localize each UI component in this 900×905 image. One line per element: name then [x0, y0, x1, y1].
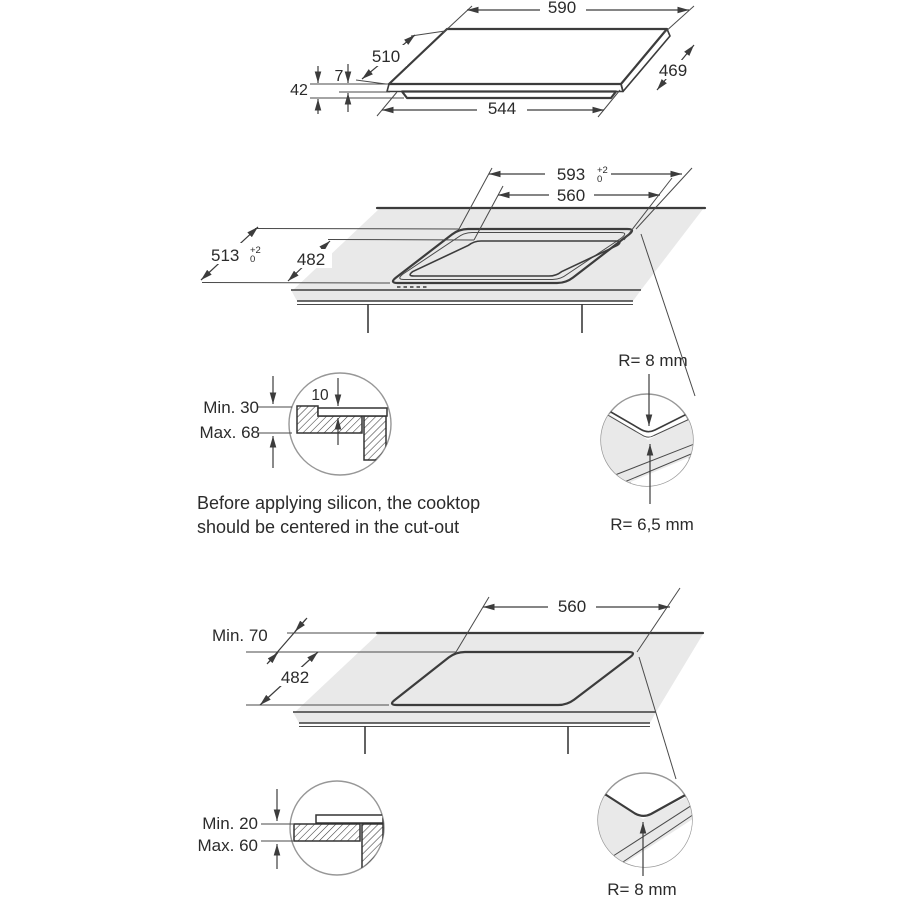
detail-leader-line: [641, 234, 695, 396]
dim-560-bottom-label: 560: [557, 597, 587, 616]
radius-outer-label: R= 8 mm: [618, 351, 688, 370]
note-line-2: should be centered in the cut-out: [197, 517, 460, 537]
dim-560-label: 560: [556, 186, 586, 205]
dim-513-tolerance-upper: +2: [250, 245, 261, 256]
dim-593-tolerance-upper: +2: [597, 165, 608, 176]
corner-radius-detail-flush: [588, 351, 704, 534]
dim-469-label: 469: [658, 61, 688, 80]
corner-radius-detail-surface: [588, 773, 705, 899]
dim-593-label: 593: [556, 165, 586, 184]
glass-top-surface: [389, 29, 667, 84]
worktop-max-thickness-label: Max. 68: [199, 423, 260, 442]
edge-section-detail-surface: [198, 781, 384, 875]
dim-590-label: 590: [547, 0, 577, 17]
note-line-1: Before applying silicon, the cooktop: [197, 493, 481, 513]
worktop-max-thickness-label: Max. 60: [197, 836, 258, 855]
edge-section-detail-flush: [200, 373, 391, 475]
dim-513-tolerance-lower: 0: [250, 254, 256, 265]
radius-inner-label: R= 6,5 mm: [610, 515, 694, 534]
glass-section: [316, 815, 383, 823]
rebate-width-label: 10: [311, 387, 329, 404]
dim-513-label: 513: [211, 246, 240, 265]
surface-mount-cutout-view: [212, 588, 703, 779]
radius-bottom-label: R= 8 mm: [607, 880, 677, 899]
glass-front-face: [387, 84, 623, 92]
worktop-section-hatch: [294, 824, 360, 841]
dim-510-label: 510: [371, 47, 401, 66]
dim-593-tolerance-lower: 0: [597, 174, 603, 185]
cabinet-section-hatch: [364, 416, 386, 460]
cooktop-body: [402, 92, 616, 99]
isometric-cooktop-view: [290, 0, 694, 118]
dim-42-label: 42: [290, 82, 308, 99]
glass-section: [318, 408, 387, 416]
worktop-min-thickness-label: Min. 30: [203, 398, 259, 417]
dim-482-bottom-label: 482: [280, 668, 310, 687]
worktop-min-thickness-label: Min. 20: [202, 814, 258, 833]
worktop-surface: [293, 209, 703, 290]
dim-544-label: 544: [487, 99, 517, 118]
dim-7-label: 7: [334, 68, 344, 85]
dim-482-label: 482: [296, 250, 326, 269]
wall-clearance-label: Min. 70: [212, 626, 268, 645]
